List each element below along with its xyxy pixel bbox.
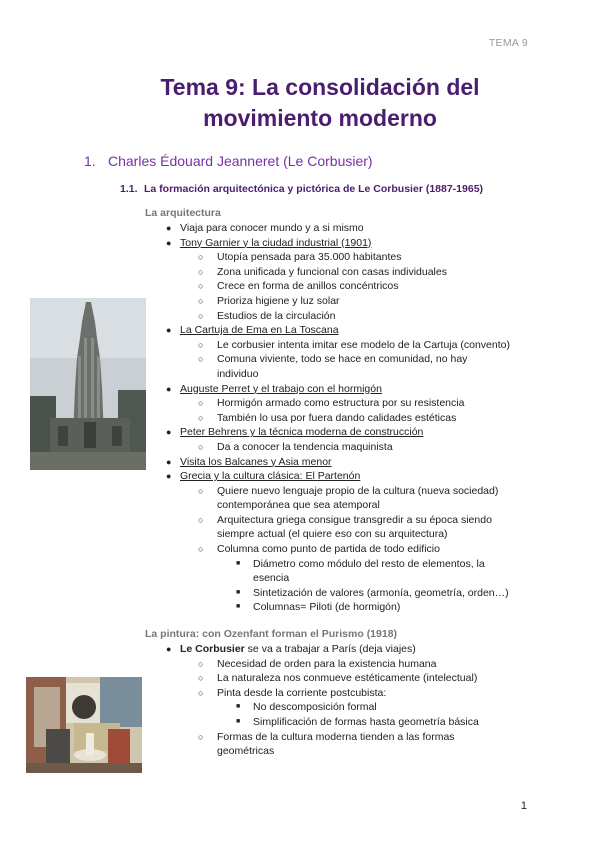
section-heading-1 [84, 153, 373, 169]
circle-bullet-icon: ○ [198, 731, 204, 742]
square-bullet-icon: ■ [236, 717, 241, 725]
list-item: ■ Columnas= Piloti (de hormigón) [236, 601, 401, 614]
circle-bullet-icon: ○ [198, 252, 204, 263]
subsection-heading-1-1 [120, 183, 483, 195]
list-item: ● Tony Garnier y la ciudad industrial (1901) [166, 236, 372, 249]
list-item: ● Peter Behrens y la técnica moderna de construcción [166, 426, 424, 439]
page-number: 1 [520, 800, 527, 812]
arch-heading: La arquitectura [145, 207, 221, 219]
bullet-icon: ● [166, 471, 172, 482]
list-item: ○ Estudios de la circulación [198, 309, 336, 322]
bullet-icon: ● [166, 644, 172, 654]
circle-bullet-icon: ○ [198, 281, 204, 292]
square-bullet-icon: ■ [236, 588, 241, 596]
circle-bullet-icon: ○ [198, 658, 204, 669]
list-item: ● Le Corbusier se va a trabajar a París (deja viajes) [166, 643, 416, 655]
list-item: ■ Sintetización de valores (armonía, geometría, orden…) [236, 586, 509, 599]
paint-list [162, 642, 542, 759]
bullet-icon: ● [166, 325, 172, 336]
list-item: ○ Arquitectura griega consigue transgredir a su época siendo [198, 513, 492, 526]
bullet-icon: ● [166, 427, 172, 438]
circle-bullet-icon: ○ [198, 412, 204, 423]
circle-bullet-icon: ○ [198, 295, 204, 306]
purist-painting-image [26, 677, 142, 773]
bullet-icon: ● [166, 383, 172, 394]
list-item: ● Viaja para conocer mundo y a si mismo [166, 222, 364, 234]
subsection-number: 1.1. [120, 183, 138, 195]
list-item: ○ Utopía pensada para 35.000 habitantes [198, 251, 402, 264]
list-item: ■ Diámetro como módulo del resto de elementos, la [236, 557, 485, 570]
section-number: 1. [84, 153, 96, 169]
list-item: ○ Comuna viviente, todo se hace en comunidad, no hay [198, 353, 468, 366]
circle-bullet-icon: ○ [198, 673, 204, 684]
list-item: ○ Formas de la cultura moderna tienden a las formas [198, 730, 455, 743]
title-line-1: Tema 9: La consolidación del [160, 74, 480, 100]
circle-bullet-icon: ○ [198, 485, 204, 496]
square-bullet-icon: ■ [236, 703, 241, 711]
list-item: ○ Crece en forma de anillos concéntricos [198, 280, 399, 293]
list-item: ● Grecia y la cultura clásica: El Partenón [166, 470, 361, 483]
list-item: ○ Columna como punto de partida de todo edificio [198, 543, 440, 556]
header-tag: TEMA 9 [488, 37, 528, 49]
paint-heading: La pintura: con Ozenfant forman el Purismo (1918) [145, 628, 398, 640]
list-item-continuation: siempre actual (el quiere eso con su arquitectura) [217, 528, 448, 541]
list-item: ○ Quiere nuevo lenguaje propio de la cultura (nueva sociedad) [198, 484, 499, 497]
circle-bullet-icon: ○ [198, 310, 204, 321]
list-item: ● La Cartuja de Ema en La Toscana [166, 324, 339, 337]
circle-bullet-icon: ○ [198, 514, 204, 525]
list-item: ● Auguste Perret y el trabajo con el hormigón [166, 382, 382, 395]
circle-bullet-icon: ○ [198, 441, 204, 452]
circle-bullet-icon: ○ [198, 354, 204, 365]
list-item: ■ No descomposición formal [236, 701, 377, 714]
list-item: ○ La naturaleza nos conmueve estéticamente (intelectual) [198, 672, 478, 685]
subsection-title: La formación arquitectónica y pictórica de Le Corbusier (1887-1965) [144, 183, 484, 195]
circle-bullet-icon: ○ [198, 339, 204, 350]
list-item: ○ Pinta desde la corriente postcubista: [198, 686, 387, 699]
church-tower-photo [30, 298, 146, 470]
list-item: ○ Hormigón armado como estructura por su resistencia [198, 397, 465, 410]
page-title [100, 72, 540, 134]
circle-bullet-icon: ○ [198, 544, 204, 555]
title-line-2: movimiento moderno [203, 105, 437, 131]
circle-bullet-icon: ○ [198, 266, 204, 277]
list-item: ■ Simplificación de formas hasta geometría básica [236, 715, 479, 728]
square-bullet-icon: ■ [236, 603, 241, 611]
list-item: ○ También lo usa por fuera dando calidades estéticas [198, 411, 457, 424]
list-item: ● Visita los Balcanes y Asia menor [166, 455, 332, 468]
list-item: ○ Necesidad de orden para la existencia humana [198, 657, 437, 670]
list-item-continuation: esencia [253, 572, 290, 585]
list-item-continuation: individuo [217, 367, 259, 380]
section-title: Charles Édouard Jeanneret (Le Corbusier) [108, 153, 373, 169]
square-bullet-icon: ■ [236, 559, 241, 567]
bullet-icon: ● [166, 223, 172, 233]
arch-list [162, 221, 542, 615]
list-item-continuation: geométricas [217, 745, 275, 758]
bullet-icon: ● [166, 237, 172, 248]
bullet-icon: ● [166, 456, 172, 467]
list-item: ○ Le corbusier intenta imitar ese modelo de la Cartuja (convento) [198, 338, 510, 351]
list-item-continuation: contemporánea que sea atemporal [217, 499, 380, 512]
list-item: ○ Prioriza higiene y luz solar [198, 294, 340, 307]
circle-bullet-icon: ○ [198, 687, 204, 698]
list-item: ○ Da a conocer la tendencia maquinista [198, 440, 393, 453]
circle-bullet-icon: ○ [198, 398, 204, 409]
list-item: ○ Zona unificada y funcional con casas individuales [198, 265, 447, 278]
